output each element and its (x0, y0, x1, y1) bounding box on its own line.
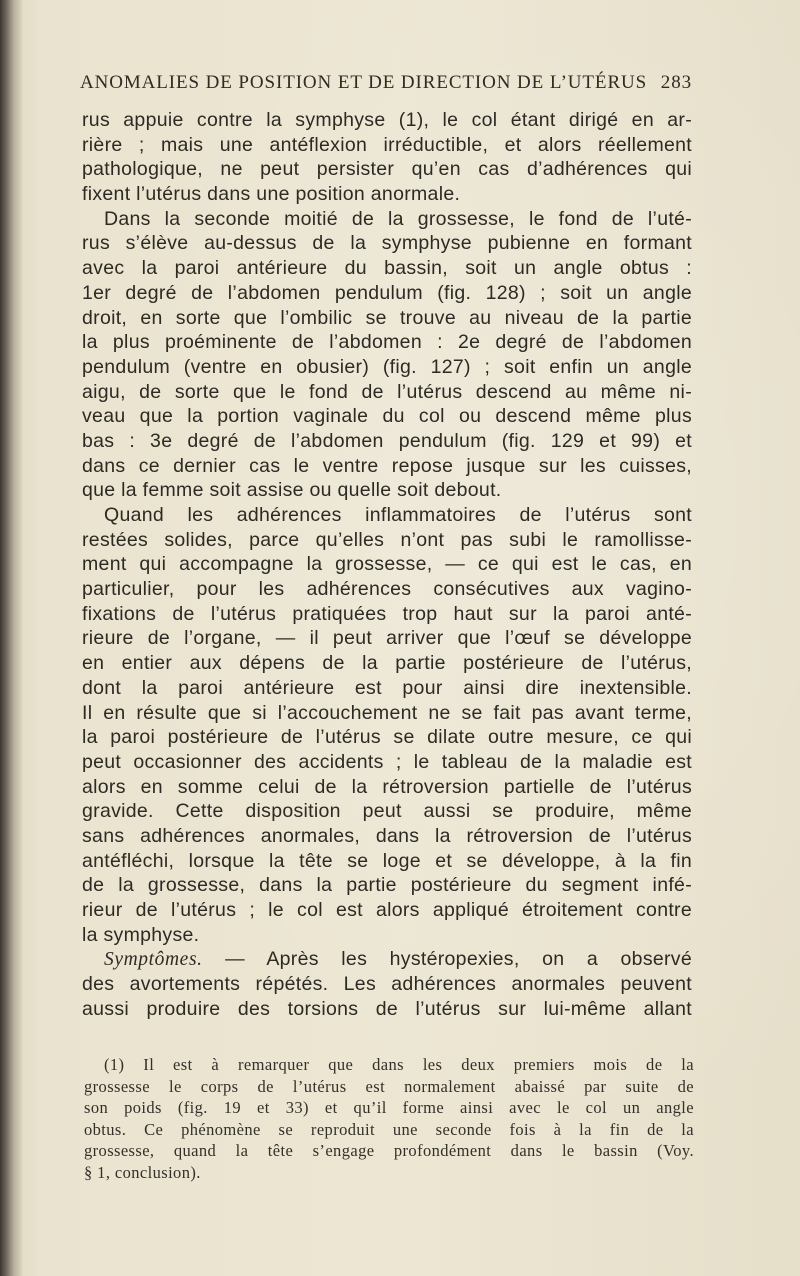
text-line: Il en résulte que si l’accouchement ne se fait pas avant terme, (82, 701, 692, 724)
text-line: la symphyse. (82, 923, 200, 946)
text-line: aussi produire des torsions de l’utérus sur lui-même allant (82, 997, 692, 1020)
text-line: particulier, pour les adhérences consécutives aux vagino- (82, 578, 692, 601)
text-line: Dans la seconde moitié de la grossesse, le fond de l’uté- (104, 207, 692, 230)
text-line: gravide. Cette disposition peut aussi se produire, même (82, 800, 692, 823)
text-line: en entier aux dépens de la partie postérieure de l’utérus, (82, 652, 692, 675)
text-line: de la grossesse, dans la partie postérieure du segment infé- (82, 874, 692, 897)
footnote-line: grossesse, quand la tête s’engage profondément dans le bassin (Voy. (84, 1141, 694, 1161)
footnotes (84, 1054, 694, 1184)
text-line: rieure de l’organe, — il peut arriver que l’œuf se développe (82, 627, 692, 650)
text-line: pathologique, ne peut persister qu’en cas d’adhérences qui (82, 158, 692, 181)
text-line: antéfléchi, lorsque la tête se loge et se développe, à la fin (82, 849, 692, 872)
text-line: dans ce dernier cas le ventre repose jusque sur les cuisses, (82, 454, 692, 477)
text-line: droit, en sorte que l’ombilic se trouve au niveau de la partie (82, 306, 692, 329)
footnote-line: grossesse le corps de l’utérus est normalement abaissé par suite de (84, 1076, 694, 1096)
text-line: rus s’élève au-dessus de la symphyse pubienne en formant (82, 232, 692, 255)
text-line: avec la paroi antérieure du bassin, soit un angle obtus : (82, 257, 692, 280)
footnote-line: obtus. Ce phénomène se reproduit une seconde fois à la fin de la (84, 1119, 694, 1139)
text-line: que la femme soit assise ou quelle soit debout. (82, 479, 502, 502)
text-line: alors en somme celui de la rétroversion partielle de l’utérus (82, 775, 692, 798)
text-line: restées solides, parce qu’elles n’ont pas subi le ramollisse- (82, 528, 692, 551)
text-line: ment qui accompagne la grossesse, — ce qui est le cas, en (82, 553, 692, 576)
text-line: des avortements répétés. Les adhérences anormales peuvent (82, 973, 692, 996)
text-line: veau que la portion vaginale du col ou descend même plus (82, 405, 692, 428)
text-line: sans adhérences anormales, dans la rétroversion de l’utérus (82, 824, 692, 847)
text-line: la plus proéminente de l’abdomen : 2e degré de l’abdomen (82, 331, 692, 354)
text-line: peut occasionner des accidents ; le tableau de la maladie est (82, 750, 692, 773)
symptoms-intro: — Après les hystéropexies, on a observé (225, 948, 692, 971)
text-line: rus appuie contre la symphyse (1), le col étant dirigé en ar- (82, 109, 692, 131)
text-line: fixent l’utérus dans une position anormale. (82, 183, 461, 206)
symptoms-heading: Symptômes. (104, 949, 203, 971)
text-line: bas : 3e degré de l’abdomen pendulum (fig. 129 et 99) et (82, 429, 692, 452)
page-header (80, 72, 692, 94)
footnote-line: § 1, conclusion). (84, 1162, 201, 1182)
text-line: aigu, de sorte que le fond de l’utérus descend au même ni- (82, 380, 692, 403)
body-text (82, 108, 692, 1021)
footnote-line: son poids (fig. 19 et 33) et qu’il forme ainsi avec le col un angle (84, 1098, 694, 1118)
text-line: la paroi postérieure de l’utérus se dilate outre mesure, ce qui (82, 726, 692, 749)
symptoms-line (82, 947, 692, 972)
text-line: fixations de l’utérus pratiquées trop haut sur la paroi anté- (82, 602, 692, 625)
binding-shadow (0, 0, 22, 1276)
text-line: 1er degré de l’abdomen pendulum (fig. 128) ; soit un angle (82, 281, 692, 304)
text-line: rieur de l’utérus ; le col est alors appliqué étroitement contre (82, 899, 692, 921)
page-number: 283 (660, 72, 692, 93)
text-line: rière ; mais une antéflexion irréductible, et alors réellement (82, 133, 692, 156)
text-line: pendulum (ventre en obusier) (fig. 127) ; soit enfin un angle (82, 355, 692, 378)
text-line: dont la paroi antérieure est pour ainsi dire inextensible. (82, 676, 692, 699)
footnote-line: (1) Il est à remarquer que dans les deux premiers mois de la (104, 1055, 694, 1074)
text-line: Quand les adhérences inflammatoires de l’utérus sont (104, 504, 692, 526)
running-title: ANOMALIES DE POSITION ET DE DIRECTION DE L’UTÉRUS (80, 72, 648, 93)
